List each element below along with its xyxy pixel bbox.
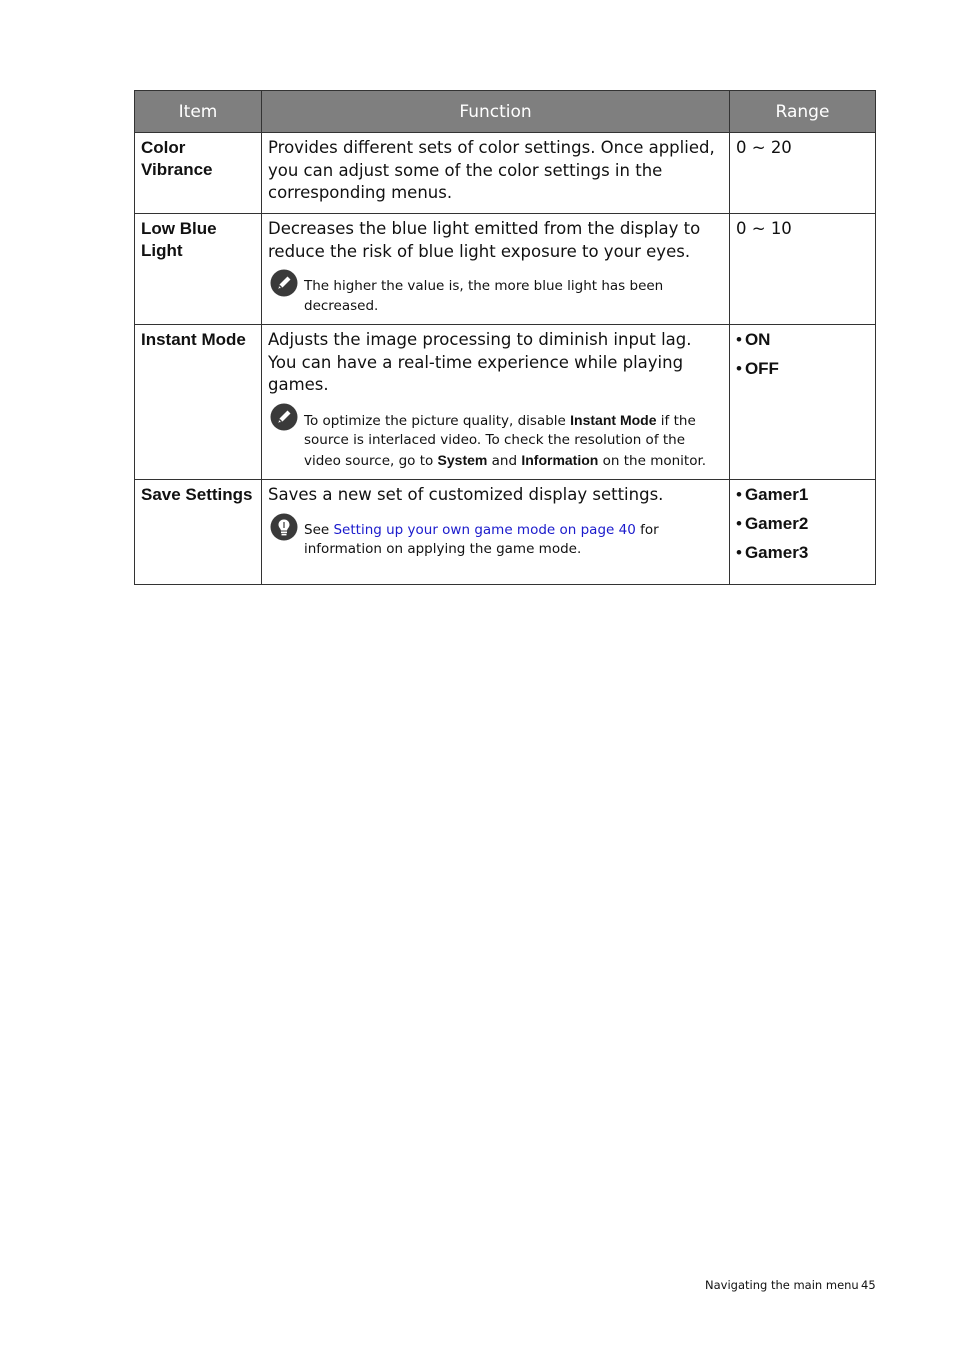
cross-reference-link[interactable]: Setting up your own game mode on page 40 (333, 521, 636, 538)
table-row (135, 133, 876, 214)
function-text: Adjusts the image processing to diminish input lag. You can have a real-time experience while playing games. (268, 330, 692, 394)
range-option: • Gamer1 (736, 485, 809, 504)
function-text: Saves a new set of customized display settings. (268, 485, 664, 504)
note-block (268, 277, 723, 316)
range-save-settings (730, 480, 876, 585)
lightbulb-tip-icon (270, 513, 298, 541)
tip-text: See Setting up your own game mode on page 40 for information on applying the game mode. (304, 521, 659, 557)
range-option: • Gamer3 (736, 543, 809, 562)
range-low-blue-light: 0 ~ 10 (730, 214, 876, 325)
function-instant-mode (262, 325, 730, 480)
range-option: • OFF (736, 359, 779, 378)
menu-settings-table (134, 90, 876, 585)
range-options-list (736, 484, 869, 564)
note-block (268, 411, 723, 472)
function-save-settings (262, 480, 730, 585)
range-option: • ON (736, 330, 771, 349)
footer-section-title: Navigating the main menu (705, 1278, 859, 1292)
note-text: The higher the value is, the more blue light has been decreased. (304, 278, 664, 314)
header-function: Function (262, 91, 730, 133)
range-color-vibrance: 0 ~ 20 (730, 133, 876, 214)
item-color-vibrance: Color Vibrance (135, 133, 262, 214)
function-text: Decreases the blue light emitted from the display to reduce the risk of blue light exposure to your eyes. (268, 219, 701, 261)
function-low-blue-light (262, 214, 730, 325)
range-options-list (736, 329, 869, 380)
tip-block (268, 521, 723, 560)
range-option: • Gamer2 (736, 514, 809, 533)
pencil-note-icon (270, 403, 298, 431)
table-header-row (135, 91, 876, 133)
footer-page-number: 45 (861, 1278, 876, 1292)
item-instant-mode: Instant Mode (135, 325, 262, 480)
pencil-note-icon (270, 269, 298, 297)
item-save-settings: Save Settings (135, 480, 262, 585)
range-instant-mode (730, 325, 876, 480)
item-low-blue-light: Low Blue Light (135, 214, 262, 325)
header-range: Range (730, 91, 876, 133)
note-text: To optimize the picture quality, disable Instant Mode if the source is interlaced video. To check the resolution of the video source, go to System and Information on the monitor. (304, 411, 707, 469)
table-row (135, 480, 876, 585)
table-row (135, 214, 876, 325)
function-color-vibrance: Provides different sets of color settings. Once applied, you can adjust some of the color settings in the corresponding menus. (262, 133, 730, 214)
table-row (135, 325, 876, 480)
header-item: Item (135, 91, 262, 133)
